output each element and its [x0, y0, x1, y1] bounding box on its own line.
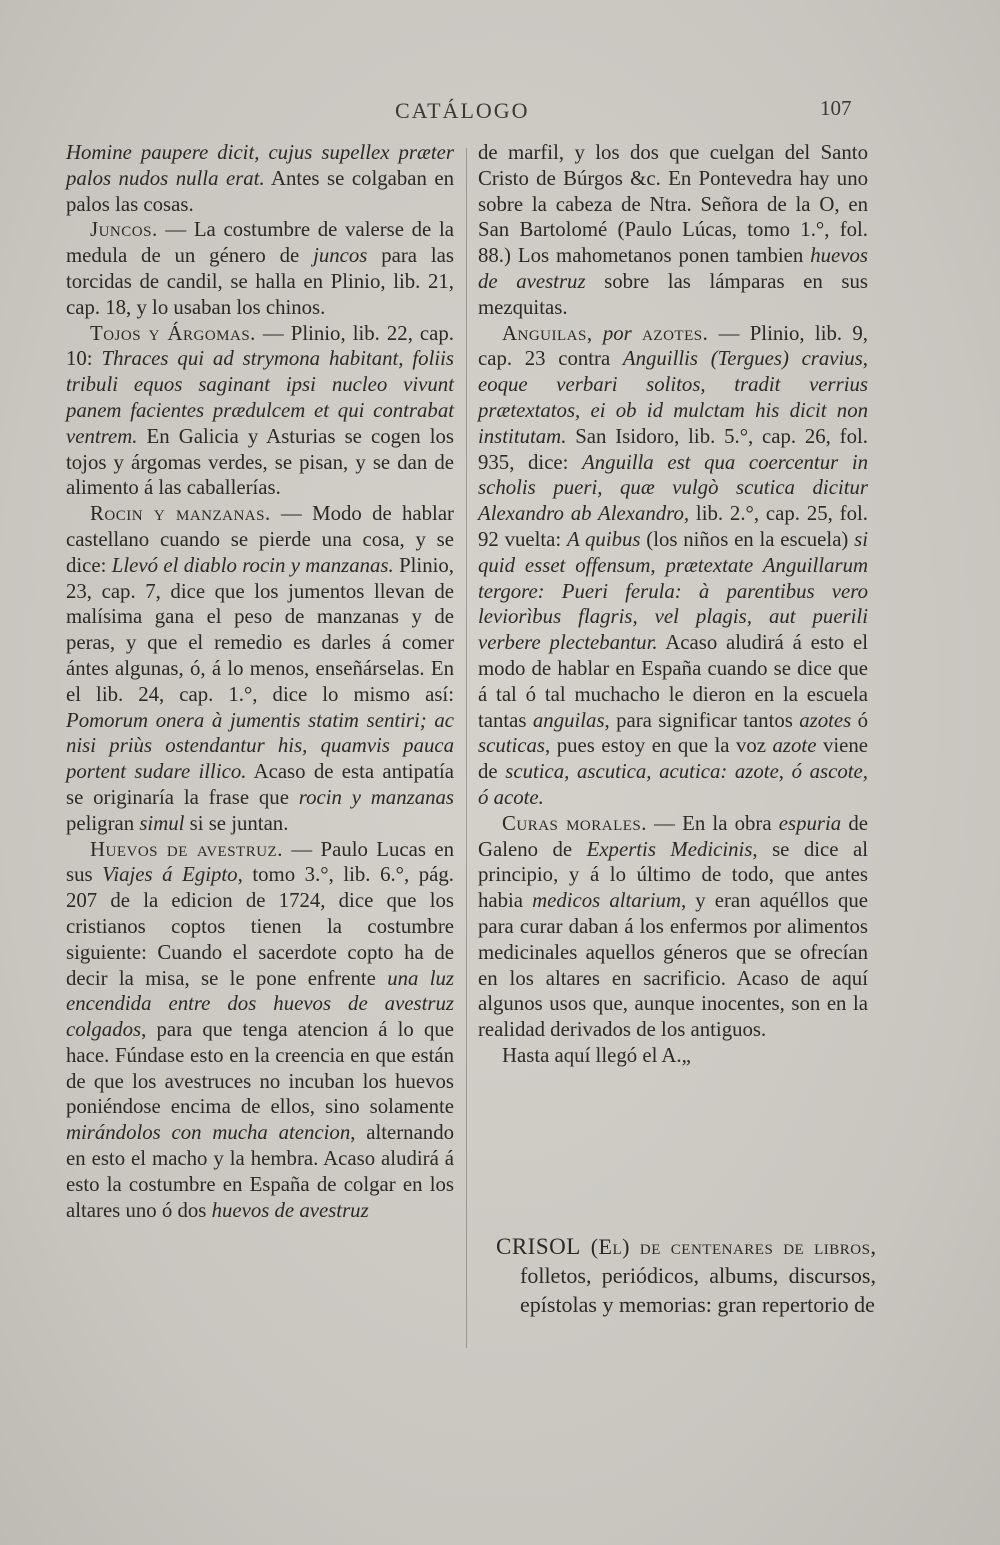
- text: — Plinio, lib. 22, cap. 10:: [66, 321, 454, 371]
- text: En Galicia y Asturias se cogen los tojos y árgomas verdes, se pisan, y se dan de alimento á las caballerías.: [66, 424, 454, 500]
- italic-text: huevos de avestruz: [211, 1198, 369, 1222]
- text: Plinio, 23, cap. 7, dice que los jumentos llevan de malísima gana el peso de manzanas y de peras, y que el remedio es darles á comer ántes algunas, ó, á lo menos, enseñárselas. En el lib. 24, cap. 1.°, dice lo mismo así:: [66, 553, 454, 706]
- italic-text: Expertis Medicinis: [586, 837, 753, 861]
- paragraph-rocin: [66, 501, 454, 836]
- text: — Paulo Lucas en sus: [66, 837, 454, 887]
- text: si se juntan.: [184, 811, 289, 835]
- text: , tomo 3.°, lib. 6.°, pág. 207 de la edicion de 1724, dice que los cristianos coptos tienen la costumbre siguiente: Cuando el sacerdote copto ha de decir la misa, se le pone enfrente: [66, 863, 454, 990]
- text: viene de: [478, 734, 868, 784]
- latin-quote: Thraces qui ad strymona habitant, foliis tribuli equos saginant ipsi nucleo vivunt panem facientes prædulcem et qui contrabat ventrem.: [66, 347, 454, 448]
- italic-text: A quibus: [566, 527, 641, 551]
- entry-heading: Rocin y manzanas.: [90, 502, 271, 526]
- entry-heading: azotes.: [642, 321, 709, 345]
- text: de Galeno de: [478, 811, 868, 861]
- italic-text: huevos de avestruz: [478, 244, 868, 293]
- text: Acaso aludirá á esto el modo de hablar en España cuando se dice que á tal ó tal muchacho le dieron en la escuela tantas: [478, 631, 868, 732]
- italic-text: juncos: [313, 244, 368, 268]
- paragraph-juncos: [66, 217, 454, 320]
- catalog-entry-text: [496, 1232, 876, 1319]
- italic-text: medicos altarium: [532, 889, 681, 913]
- paragraph-anguilas: [478, 321, 868, 811]
- catalog-entry: [496, 1232, 876, 1319]
- paragraph-closing: Hasta aquí llegó el A.„: [502, 1043, 691, 1067]
- text: , para que tenga atencion á lo que hace. Fúndase esto en la creencia en que están de que los avestruces no incuban los huevos poniéndose encima de ellos, sino solamente: [66, 1018, 454, 1119]
- italic-text: por: [592, 321, 643, 345]
- text: lib. 2.°, cap. 25, fol. 92 vuelta:: [478, 502, 868, 551]
- italic-text: scutica, ascutica, acutica: azote, ó ascote, ó acote.: [478, 760, 868, 809]
- italic-text: scuticas: [478, 734, 546, 758]
- text: de marfil, y los dos que cuelgan del Santo Cristo de Búrgos &c. En Pontevedra hay uno sobre la cabeza de Ntra. Señora de la O, en San Bartolomé (Paulo Lúcas, tomo 1.°, fol. 88.) Los mahometanos ponen tambien: [478, 141, 868, 268]
- text: , y eran aquéllos que para curar daban á los enfermos por alimentos medicinales aquellos géneros que se ofrecían en los altares en sacrificio. Acaso de aquí algunos usos que, aunque inocentes, son en la realidad derivados de los antiguos.: [478, 889, 868, 1042]
- italic-text: mirándolos con mucha atencion: [66, 1121, 351, 1145]
- text: Acaso de esta antipatía se originaría la frase que: [66, 760, 454, 809]
- text: Antes se colgaban en palos las cosas.: [66, 166, 455, 216]
- column-rule: [466, 148, 467, 1348]
- italic-text: espuria: [778, 811, 842, 835]
- text: para las torcidas de candil, se halla en Plinio, lib. 21, cap. 18, y lo usaban los chinos.: [66, 244, 454, 319]
- italic-text: azote: [772, 734, 817, 758]
- entry-heading: Huevos de avestruz.: [90, 837, 283, 861]
- italic-text: una luz encendida entre dos huevos de avestruz colgados: [66, 966, 454, 1042]
- text: — La costumbre de valerse de la medula de un género de: [66, 218, 454, 268]
- entry-description: , folletos, periódicos, albums, discursos, epístolas y memorias: gran repertorio de: [520, 1234, 876, 1317]
- italic-text: azotes: [799, 708, 852, 732]
- entry-heading: Anguilas,: [502, 321, 593, 345]
- entry-heading: Juncos.: [90, 218, 158, 242]
- left-column: [66, 140, 454, 1223]
- paragraph-huevos: [66, 837, 454, 1224]
- paragraph-curas: [478, 811, 868, 1043]
- italic-text: Llevó el diablo rocin y manzanas.: [111, 553, 394, 577]
- running-head: CATÁLOGO: [395, 98, 530, 123]
- entry-title: CRISOL: [496, 1234, 581, 1259]
- text: (los niños en la escuela): [640, 527, 855, 551]
- entry-subtitle: de centenares de libros: [639, 1234, 871, 1259]
- italic-text: simul: [139, 811, 185, 835]
- text: sobre las lámparas en sus mezquitas.: [478, 269, 868, 319]
- latin-quote: Pomorum onera à jumentis statim sentiri; ac nisi priùs ostendantur his, quamvis pauca portent sudare illico.: [66, 708, 454, 784]
- text: , para significar tantos: [604, 708, 800, 732]
- latin-quote: Anguillis (Tergues) cravius, eoque verbari solitos, tradit verrius prætextatos, ei ob id mulctam his dicit non institutam.: [478, 347, 868, 448]
- right-column: [478, 140, 868, 1069]
- text: , alternando en esto el macho y la hembra. Acaso aludirá á esto la costumbre en España de colgar en los altares uno ó dos: [66, 1121, 454, 1222]
- text: peligran: [66, 811, 140, 835]
- entry-heading: Tojos y Árgomas.: [90, 321, 256, 345]
- italic-text: anguilas: [532, 708, 605, 732]
- text: ó: [851, 708, 869, 732]
- italic-text: rocin y manzanas: [298, 785, 454, 809]
- italic-text: Viajes á Egipto: [102, 863, 238, 887]
- latin-quote: Homine paupere dicit, cujus supellex præter palos nudos nulla erat.: [66, 141, 454, 190]
- latin-quote: Anguilla est qua coercentur in scholis pueri, quæ vulgò scutica dicitur Alexandro ab Alexandro,: [478, 450, 868, 526]
- text: , se dice al principio, y á lo último de todo, que antes habia: [478, 837, 868, 913]
- page-number: 107: [820, 96, 852, 120]
- text: San Isidoro, lib. 5.°, cap. 26, fol. 935, dice:: [478, 424, 868, 474]
- entry-title-article: (El): [580, 1234, 640, 1259]
- text: , pues estoy en que la voz: [545, 734, 773, 758]
- latin-quote: si quid esset offensum, prætextate Anguillarum tergore: Pueri ferula: à parentibus vero leviorìbus flagris, vel plagis, aut puerili verbere plectebantur.: [478, 527, 868, 655]
- paragraph-tojos: [66, 321, 454, 502]
- paragraph-huevos-cont: [478, 140, 868, 321]
- entry-heading: Curas morales.: [502, 811, 647, 835]
- text: — Plinio, lib. 9, cap. 23 contra: [478, 321, 868, 371]
- text: — En la obra: [646, 811, 779, 835]
- text: — Modo de hablar castellano cuando se pierde una cosa, y se dice:: [66, 502, 454, 577]
- paragraph-palos: [66, 140, 454, 217]
